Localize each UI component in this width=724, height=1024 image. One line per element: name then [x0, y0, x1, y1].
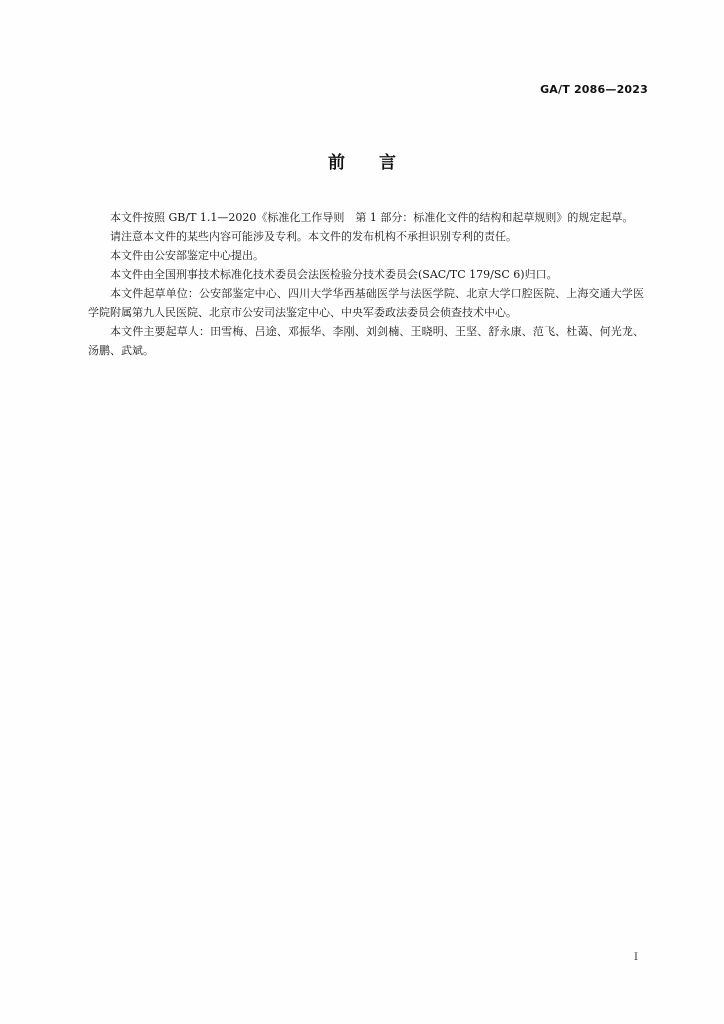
paragraph-drafters: 本文件主要起草人：田雪梅、吕途、邓振华、李刚、刘剑楠、王晓明、王坚、舒永康、范飞、杜蔼、何光龙、汤鹏、武斌。	[88, 325, 644, 357]
paragraph-drafting-rules: 本文件按照 GB/T 1.1—2020《标准化工作导则 第 1 部分：标准化文件的结构和起草规则》的规定起草。	[110, 211, 634, 224]
standard-code: GA/T 2086—2023	[540, 83, 648, 96]
title-char-1: 前	[328, 153, 345, 173]
page-title	[0, 148, 724, 173]
paragraph-responsible-committee: 本文件由全国刑事技术标准化技术委员会法医检验分技术委员会(SAC/TC 179/SC 6)归口。	[110, 268, 558, 281]
title-char-2: 言	[379, 153, 396, 173]
paragraph-drafting-units: 本文件起草单位：公安部鉴定中心、四川大学华西基础医学与法医学院、北京大学口腔医院、上海交通大学医学院附属第九人民医院、北京市公安司法鉴定中心、中央军委政法委员会侦查技术中心。	[88, 287, 644, 319]
paragraph-proposer: 本文件由公安部鉴定中心提出。	[110, 249, 264, 262]
page-number: I	[634, 952, 638, 963]
foreword-body	[88, 208, 644, 360]
paragraph-patent-notice: 请注意本文件的某些内容可能涉及专利。本文件的发布机构不承担识别专利的责任。	[110, 230, 517, 243]
